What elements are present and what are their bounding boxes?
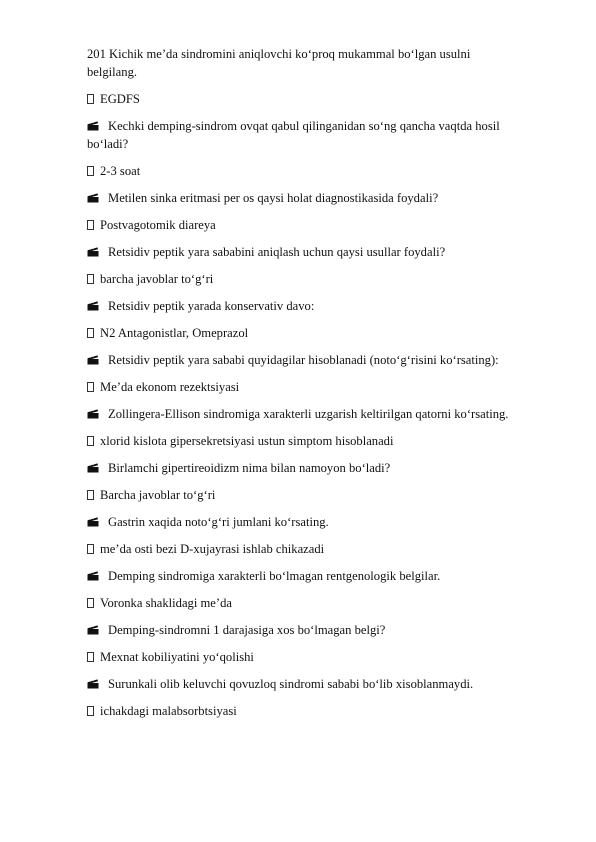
checkbox-icon bbox=[87, 382, 94, 392]
answer-text: barcha javoblar to‘g‘ri bbox=[100, 272, 214, 286]
question-item bbox=[87, 513, 557, 531]
intro-question bbox=[87, 45, 557, 81]
clapperboard-icon bbox=[87, 355, 99, 365]
clapperboard-icon bbox=[87, 679, 99, 689]
intro-line-1: 201 Kichik me’da sindromini aniqlovchi ko‘proq mukammal bo‘lgan usulni bbox=[87, 47, 471, 61]
checkbox-icon bbox=[87, 706, 94, 716]
clapperboard-icon bbox=[87, 247, 99, 257]
clapperboard-icon bbox=[87, 409, 99, 419]
answer-item bbox=[87, 162, 557, 180]
checkbox-icon bbox=[87, 94, 94, 104]
clapperboard-icon bbox=[87, 517, 99, 527]
question-item bbox=[87, 297, 557, 315]
answer-item bbox=[87, 270, 557, 288]
clapperboard-icon bbox=[87, 625, 99, 635]
checkbox-icon bbox=[87, 436, 94, 446]
question-item bbox=[87, 351, 557, 369]
question-item bbox=[87, 675, 557, 693]
answer-text: Voronka shaklidagi me’da bbox=[100, 596, 232, 610]
answer-item bbox=[87, 594, 557, 612]
question-text: Metilen sinka eritmasi per os qaysi holat diagnostikasida foydali? bbox=[108, 191, 439, 205]
question-text: Kechki demping-sindrom ovqat qabul qilinganidan so‘ng qancha vaqtda hosil bbox=[108, 119, 500, 133]
question-text: Retsidiv peptik yarada konservativ davo: bbox=[108, 299, 315, 313]
answer-item bbox=[87, 648, 557, 666]
answer-item bbox=[87, 540, 557, 558]
answer-text: Mexnat kobiliyatini yo‘qolishi bbox=[100, 650, 254, 664]
answer-text: xlorid kislota gipersekretsiyasi ustun simptom hisoblanadi bbox=[100, 434, 394, 448]
question-text: Demping-sindromni 1 darajasiga xos bo‘lmagan belgi? bbox=[108, 623, 386, 637]
checkbox-icon bbox=[87, 274, 94, 284]
checkbox-icon bbox=[87, 220, 94, 230]
answer-text: me’da osti bezi D-xujayrasi ishlab chikazadi bbox=[100, 542, 325, 556]
answer-item bbox=[87, 324, 557, 342]
qa-list bbox=[87, 117, 557, 720]
question-item bbox=[87, 621, 557, 639]
question-item bbox=[87, 117, 557, 153]
answer-text: ichakdagi malabsorbtsiyasi bbox=[100, 704, 237, 718]
answer-text: N2 Antagonistlar, Omeprazol bbox=[100, 326, 249, 340]
question-text: Retsidiv peptik yara sababini aniqlash uchun qaysi usullar foydali? bbox=[108, 245, 446, 259]
document-content bbox=[87, 45, 557, 729]
clapperboard-icon bbox=[87, 193, 99, 203]
question-text: Retsidiv peptik yara sababi quyidagilar hisoblanadi (noto‘g‘risini ko‘rsating): bbox=[108, 353, 499, 367]
answer-item bbox=[87, 216, 557, 234]
question-text: Surunkali olib keluvchi qovuzloq sindromi sababi bo‘lib xisoblanmaydi. bbox=[108, 677, 474, 691]
clapperboard-icon bbox=[87, 571, 99, 581]
checkbox-icon bbox=[87, 490, 94, 500]
answer-text: Barcha javoblar to‘g‘ri bbox=[100, 488, 216, 502]
answer-item bbox=[87, 486, 557, 504]
question-item bbox=[87, 189, 557, 207]
question-text: Birlamchi gipertireoidizm nima bilan namoyon bo‘ladi? bbox=[108, 461, 391, 475]
clapperboard-icon bbox=[87, 463, 99, 473]
checkbox-icon bbox=[87, 328, 94, 338]
question-item bbox=[87, 567, 557, 585]
question-text: Gastrin xaqida noto‘g‘ri jumlani ko‘rsating. bbox=[108, 515, 329, 529]
answer-text: Postvagotomik diareya bbox=[100, 218, 216, 232]
clapperboard-icon bbox=[87, 121, 99, 131]
checkbox-icon bbox=[87, 166, 94, 176]
answer-item bbox=[87, 702, 557, 720]
answer-item bbox=[87, 432, 557, 450]
question-item bbox=[87, 243, 557, 261]
answer-item bbox=[87, 378, 557, 396]
checkbox-icon bbox=[87, 652, 94, 662]
question-text: Demping sindromiga xarakterli bo‘lmagan rentgenologik belgilar. bbox=[108, 569, 441, 583]
answer-text: Me’da ekonom rezektsiyasi bbox=[100, 380, 240, 394]
checkbox-icon bbox=[87, 544, 94, 554]
question-item bbox=[87, 459, 557, 477]
question-text: Zollingera-Ellison sindromiga xarakterli uzgarish keltirilgan qatorni ko‘rsating. bbox=[108, 407, 509, 421]
answer-text: EGDFS bbox=[100, 92, 140, 106]
answer-text: 2-3 soat bbox=[100, 164, 141, 178]
question-item bbox=[87, 405, 557, 423]
checkbox-icon bbox=[87, 598, 94, 608]
question-text-continued: bo‘ladi? bbox=[87, 137, 129, 151]
intro-answer bbox=[87, 90, 557, 108]
intro-line-2: belgilang. bbox=[87, 65, 138, 79]
clapperboard-icon bbox=[87, 301, 99, 311]
